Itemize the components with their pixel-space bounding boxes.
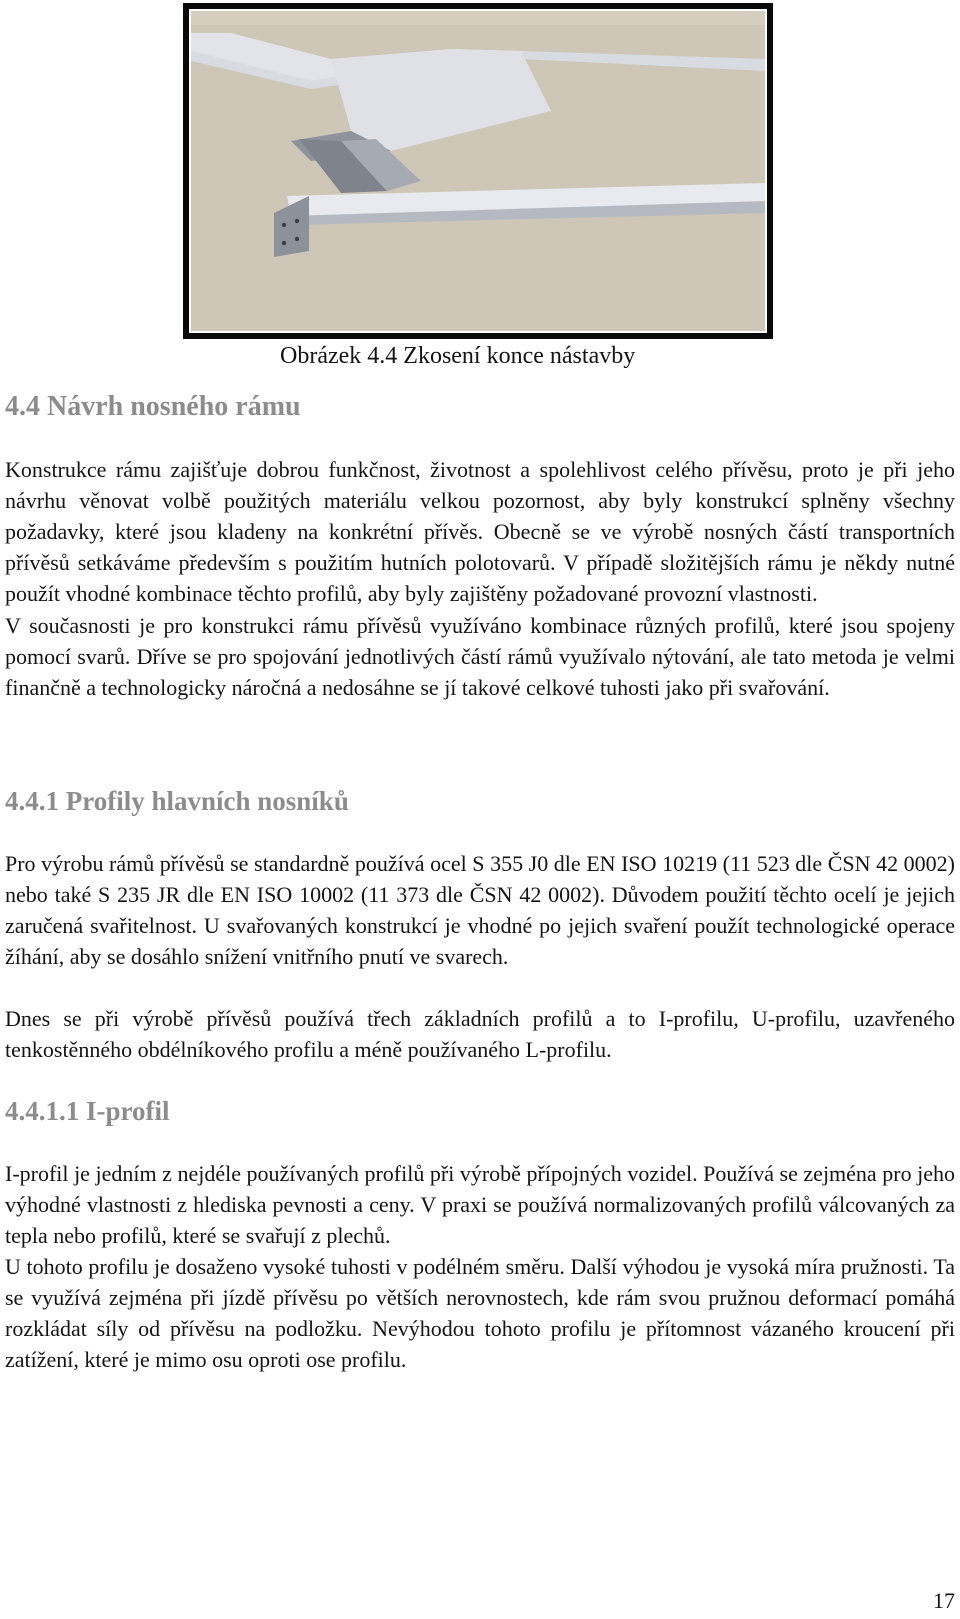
bracket-hole bbox=[295, 219, 299, 223]
paragraph: I-profil je jedním z nejdéle používaných profilů při výrobě přípojných vozidel. Používá se zejména pro jeho výhodné vlastnosti z hlediska pevnosti a ceny. V praxi se používá normalizovaných profilů válcovaných za tepla nebo profilů, které se svařují z plechů. bbox=[5, 1161, 955, 1248]
bracket-hole bbox=[282, 223, 286, 227]
section-heading-4-4: 4.4 Návrh nosného rámu bbox=[5, 391, 301, 422]
paragraph: V současnosti je pro konstrukci rámu přívěsů využíváno kombinace různých profilů, které jsou spojeny pomocí svarů. Dříve se pro spojování jednotlivých částí rámů využívalo nýtování, ale tato metoda je velmi finančně a technologicky náročná a nedosáhne se jí takové celkové tuhosti jako při svařování. bbox=[5, 613, 955, 700]
bracket-hole bbox=[282, 241, 286, 245]
section-heading-4-4-1: 4.4.1 Profily hlavních nosníků bbox=[5, 786, 349, 816]
section-heading-4-4-1-1: 4.4.1.1 I-profil bbox=[5, 1096, 170, 1126]
figure-caption: Obrázek 4.4 Zkosení konce nástavby bbox=[280, 343, 636, 369]
beam-render-image bbox=[191, 11, 765, 331]
paragraph: Dnes se při výrobě přívěsů používá třech základních profilů a to I-profilu, U-profilu, uzavřeného tenkostěnného obdélníkového profilu a méně používaného L-profilu. bbox=[5, 1006, 955, 1062]
figure-inner bbox=[189, 9, 767, 333]
bracket-hole bbox=[295, 237, 299, 241]
figure-band bbox=[191, 11, 765, 25]
page-number: 17 bbox=[933, 1588, 955, 1613]
paragraph: U tohoto profilu je dosaženo vysoké tuhosti v podélném směru. Další výhodou je vysoká míra pružnosti. Ta se využívá zejména při jízdě přívěsu po větších nerovnostech, kde rám svou pružnou deformací pomáhá rozkládat síly od přívěsu na podložku. Nevýhodou tohoto profilu je přítomnost vázaného kroucení při zatížení, které je mimo osu oproti ose profilu. bbox=[5, 1254, 955, 1372]
figure-frame bbox=[183, 3, 773, 339]
paragraph: Pro výrobu rámů přívěsů se standardně používá ocel S 355 J0 dle EN ISO 10219 (11 523 dle ČSN 42 0002) nebo také S 235 JR dle EN ISO 10002 (11 373 dle ČSN 42 0002). Důvodem použití těchto ocelí je jejich zaručená svařitelnost. U svařovaných konstrukcí je vhodné po jejich svaření použít technologické operace žíhání, aby se dosáhlo snížení vnitřního pnutí ve svarech. bbox=[5, 851, 955, 969]
paragraph: Konstrukce rámu zajišťuje dobrou funkčnost, životnost a spolehlivost celého přívěsu, proto je při jeho návrhu věnovat volbě použitých materiálu velkou pozornost, aby byly konstrukcí splněny všechny požadavky, které jsou kladeny na konkrétní přívěs. Obecně se ve výrobě nosných částí transportních přívěsů setkáváme především s použitím hutních polotovarů. V případě složitějších rámu je někdy nutné použít vhodné kombinace těchto profilů, aby byly zajištěny požadované provozní vlastnosti. bbox=[5, 457, 955, 606]
